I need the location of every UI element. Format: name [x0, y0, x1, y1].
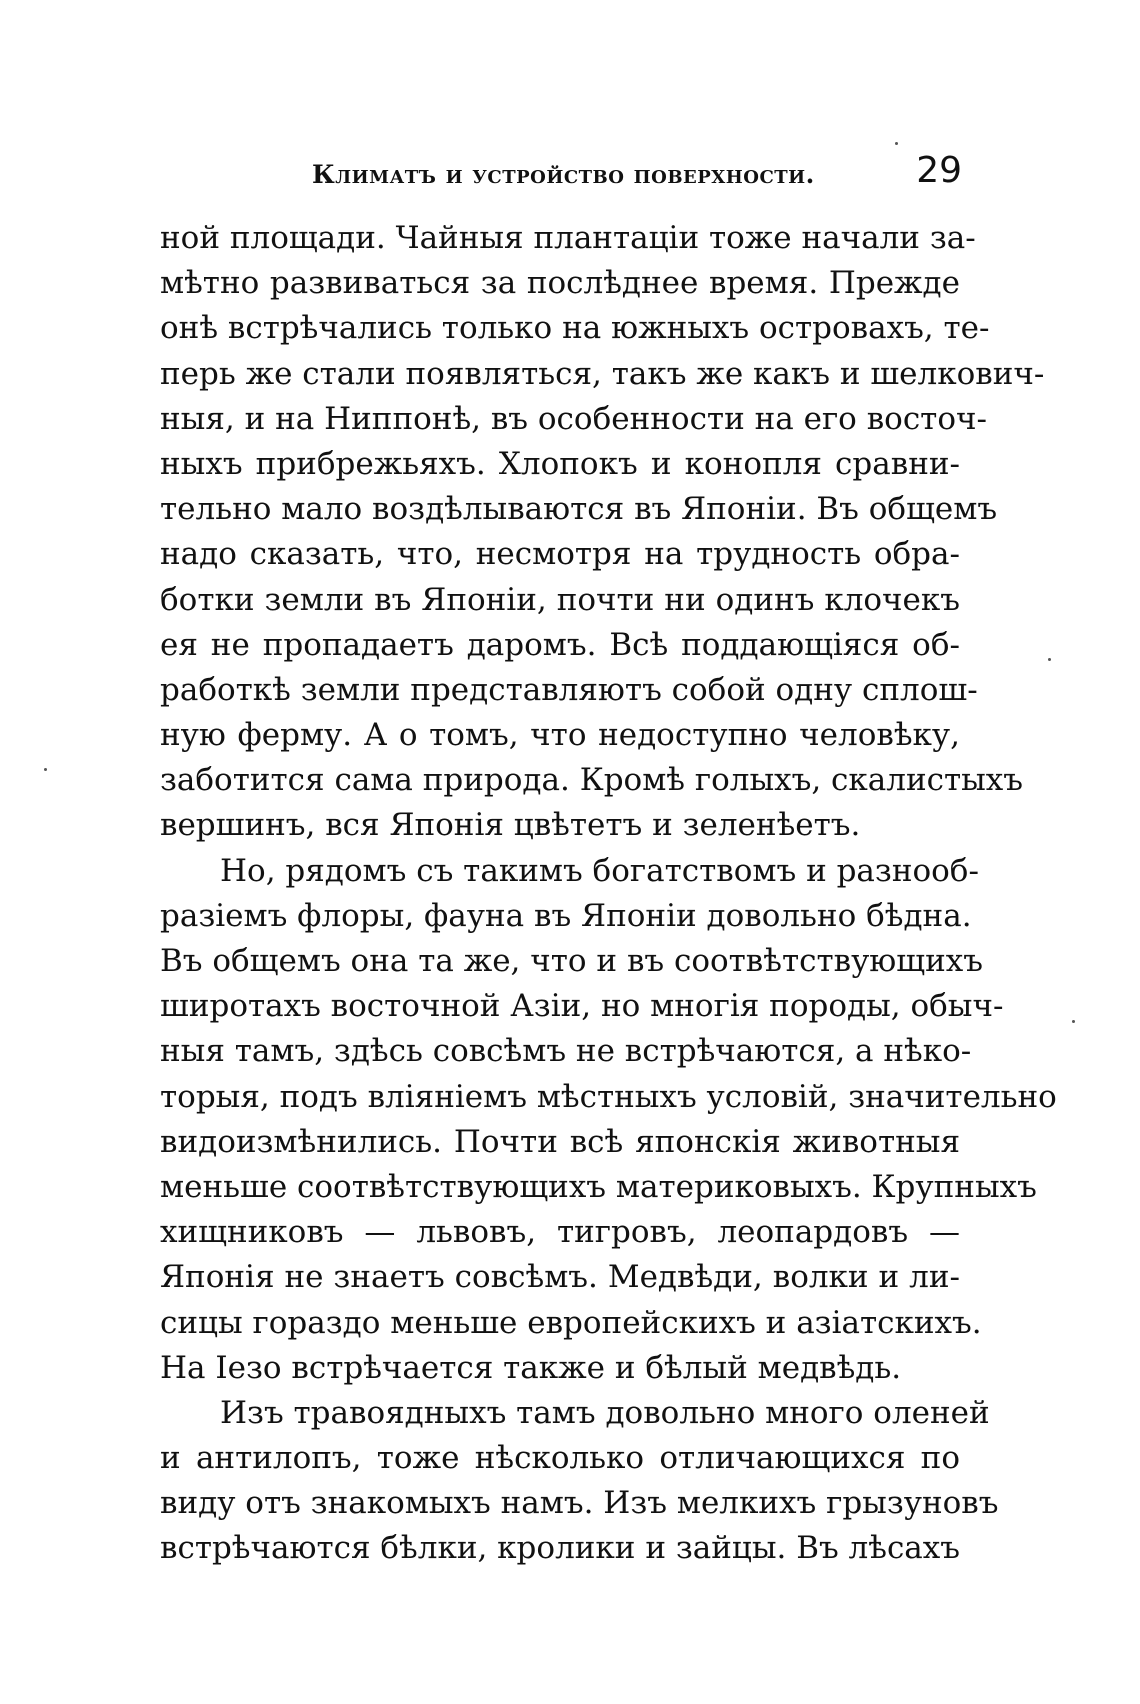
- text-line: ной площади. Чайныя плантаціи тоже начали за-: [160, 220, 976, 256]
- running-head: [312, 150, 962, 200]
- text-line: надо сказать, что, несмотря на трудность обра-: [160, 536, 960, 573]
- text-line: видоизмѣнились. Почти всѣ японскія животныя: [160, 1123, 960, 1160]
- text-line: разіемъ флоры, фауна въ Японіи довольно бѣдна.: [160, 897, 972, 934]
- text-line: ныя тамъ, здѣсь совсѣмъ не встрѣчаются, а нѣко-: [160, 1033, 972, 1070]
- text-line: Въ общемъ она та же, что и въ соотвѣтствующихъ: [160, 943, 983, 979]
- text-line: тельно мало воздѣлываются въ Японіи. Въ общемъ: [160, 491, 998, 528]
- text-line: торыя, подъ вліяніемъ мѣстныхъ условій, значительно: [160, 1078, 1057, 1115]
- text-line: работкѣ земли представляютъ собой одну сплош-: [160, 671, 978, 708]
- text-line: виду отъ знакомыхъ намъ. Изъ мелкихъ грызуновъ: [160, 1485, 999, 1522]
- text-line: онѣ встрѣчались только на южныхъ островахъ, те-: [160, 310, 990, 347]
- print-speck: [44, 768, 47, 771]
- print-speck: [1072, 1020, 1075, 1023]
- text-line: заботится сама природа. Кромѣ голыхъ, скалистыхъ: [160, 762, 1024, 799]
- running-head-title: Климатъ и устройство поверхности.: [312, 160, 815, 189]
- text-line: Но, рядомъ съ такимъ богатствомъ и разнооб-: [220, 852, 979, 889]
- text-line: встрѣчаются бѣлки, кролики и зайцы. Въ лѣсахъ: [160, 1530, 960, 1567]
- text-line: меньше соотвѣтствующихъ материковыхъ. Крупныхъ: [160, 1168, 1037, 1205]
- text-line: ныя, и на Ниппонѣ, въ особенности на его восточ-: [160, 400, 987, 437]
- text-line: сицы гораздо меньше европейскихъ и азіатскихъ.: [160, 1304, 982, 1341]
- text-line: широтахъ восточной Азіи, но многія породы, обыч-: [160, 988, 1004, 1025]
- text-line: хищниковъ — львовъ, тигровъ, леопардовъ —: [160, 1214, 960, 1251]
- text-line: Изъ травоядныхъ тамъ довольно много оленей: [220, 1394, 990, 1431]
- text-line: мѣтно развиваться за послѣднее время. Прежде: [160, 265, 960, 302]
- text-line: Японія не знаетъ совсѣмъ. Медвѣди, волки и ли-: [160, 1259, 960, 1296]
- text-line: ную ферму. А о томъ, что недоступно человѣку,: [160, 717, 960, 754]
- text-line: вершинъ, вся Японія цвѣтетъ и зеленѣетъ.: [160, 807, 861, 844]
- text-line: перь же стали появляться, такъ же какъ и шелкович-: [160, 355, 1045, 392]
- print-speck: [895, 142, 898, 145]
- print-speck: [1048, 658, 1051, 661]
- page-number: 29: [916, 150, 962, 191]
- text-line: ея не пропадаетъ даромъ. Всѣ поддающіяся об-: [160, 626, 960, 663]
- text-line: и антилопъ, тоже нѣсколько отличающихся по: [160, 1440, 960, 1477]
- text-line: ботки земли въ Японіи, почти ни одинъ клочекъ: [160, 581, 960, 618]
- text-line: На Іезо встрѣчается также и бѣлый медвѣдь.: [160, 1349, 902, 1386]
- text-line: ныхъ прибрежьяхъ. Хлопокъ и конопля сравни-: [160, 445, 960, 482]
- body-text: [160, 216, 1057, 1572]
